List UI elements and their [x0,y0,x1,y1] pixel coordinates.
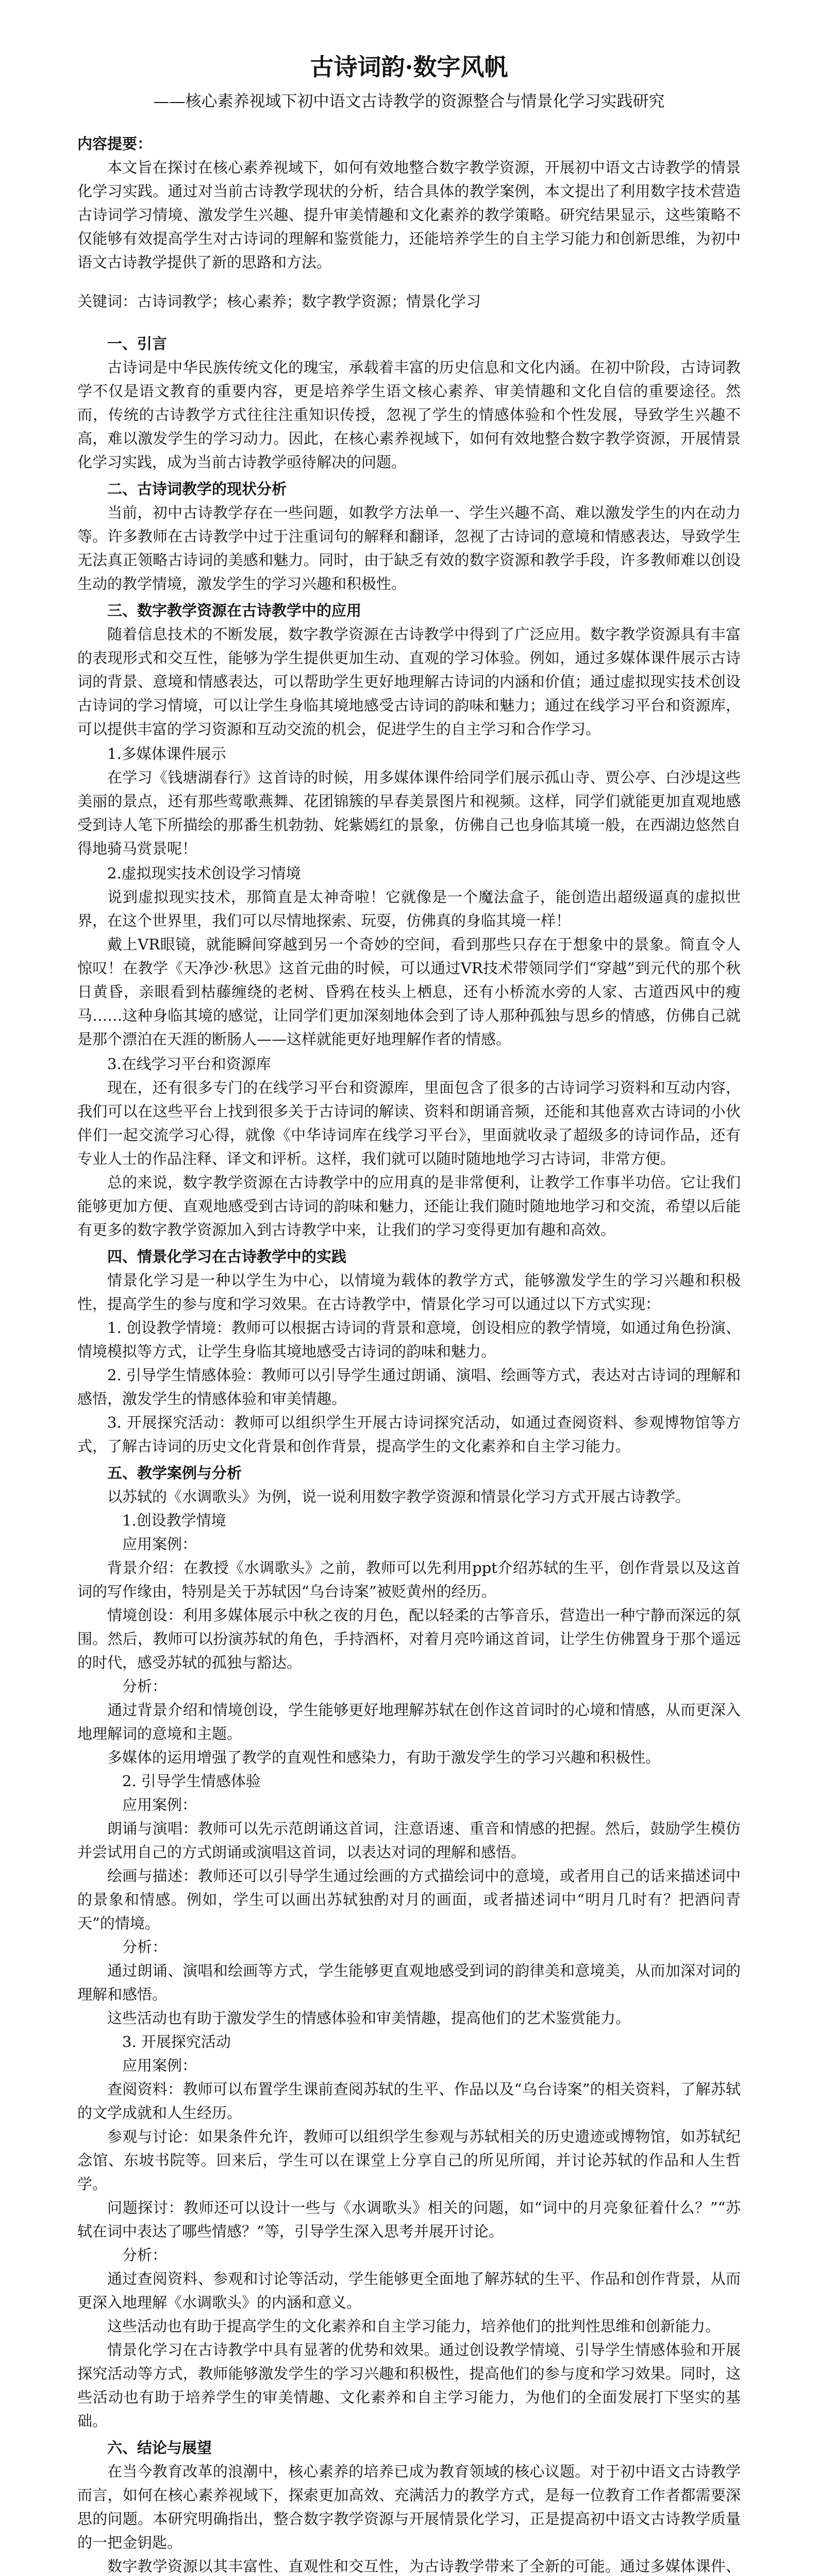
page-subtitle: ——核心素养视域下初中语文古诗教学的资源整合与情景化学习实践研究 [153,92,665,111]
paragraph: 说到虚拟现实技术，那简直是太神奇啦！它就像是一个魔法盒子，能创造出超级逼真的虚拟世界，在这个世界里，我们可以尽情地探索、玩耍，仿佛真的身临其境一样！ [77,888,741,929]
paragraph: 这些活动也有助于提高学生的文化素养和自主学习能力，培养他们的批判性思维和创新能力。 [107,2317,721,2335]
paragraph: 随着信息技术的不断发展，数字教学资源在古诗教学中得到了广泛应用。数字教学资源具有丰富的表现形式和交互性，能够为学生提供更加生动、直观的学习体验。例如，通过多媒体课件展示古诗词的背景、意境和情感表达，可以帮助学生更好地理解古诗词的内涵和价值；通过虚拟现实技术创设古诗词的学习情境，可以让学生身临其境地感受古诗词的韵味和魅力；通过在线学习平台和资源库，可以提供丰富的学习资源和互动交流的机会，促进学生的自主学习和合作学习。 [77,625,741,738]
section-heading: 五、教学案例与分析 [107,1464,242,1482]
paragraph: 2. 引导学生情感体验：教师可以引导学生通过朗诵、演唱、绘画等方式，表达对古诗词的理解和感悟，激发学生的情感体验和审美情趣。 [77,1366,741,1408]
paragraph: 数字教学资源以其丰富性、直观性和交互性，为古诗教学带来了全新的可能。通过多媒体课件、 [107,2557,741,2575]
paragraph: 以苏轼的《水调歌头》为例，说一说利用数字教学资源和情景化学习方式开展古诗教学。 [107,1488,691,1505]
paragraph: 情景化学习在古诗教学中具有显著的优势和效果。通过创设教学情境、引导学生情感体验和开展探究活动等方式，教师能够激发学生的学习兴趣和积极性，提高他们的参与度和学习效果。同时，这些活动也有助于培养学生的审美情趣、文化素养和自主学习能力，为他们的全面发展打下坚实的基础。 [77,2341,741,2430]
paragraph: 情景化学习是一种以学生为中心，以情境为载体的教学方式，能够激发学生的学习兴趣和积极性，提高学生的参与度和学习效果。在古诗教学中，情景化学习可以通过以下方式实现： [77,1272,741,1313]
subsection-heading: 3. 开展探究活动 [122,2033,231,2050]
paragraph: 现在，还有很多专门的在线学习平台和资源库，里面包含了很多的古诗词学习资料和互动内容，我们可以在这些平台上找到很多关于古诗词的解读、资料和朗诵音频，还能和其他喜欢古诗词的小伙伴们一起交流学习心得，就像《中华诗词库在线学习平台》，里面就收录了超级多的诗词作品，还有专业人士的作品注释、译文和评析。这样，我们就可以随时随地地学习古诗词，非常方便。 [77,1079,741,1167]
paragraph: 朗诵与演唱：教师可以先示范朗诵这首词，注意语速、重音和情感的把握。然后，鼓励学生模仿并尝试用自己的方式朗诵或演唱这首词，以表达对词的理解和感悟。 [77,1820,741,1861]
paragraph: 3. 开展探究活动：教师可以组织学生开展古诗词探究活动，如通过查阅资料、参观博物馆等方式，了解古诗词的历史文化背景和创作背景，提高学生的文化素养和自主学习能力。 [77,1414,741,1455]
page-title: 古诗词韵·数字风帆 [310,53,508,81]
paragraph: 当前，初中古诗教学存在一些问题，如教学方法单一、学生兴趣不高、难以激发学生的内在动力等。许多教师在古诗教学中过于注重词句的解释和翻译，忽视了古诗词的意境和情感表达，导致学生无法真正领略古诗词的美感和魅力。同时，由于缺乏有效的数字资源和教学手段，许多教师难以创设生动的教学情境，激发学生的学习兴趣和积极性。 [77,504,741,592]
subsection-heading: 2.虚拟现实技术创设学习情境 [107,865,301,882]
paragraph: 总的来说，数字教学资源在古诗教学中的应用真的是非常便利，让教学工作事半功倍。它让我们能够更加方便、直观地感受到古诗词的韵味和魅力，还能让我们随时随地地学习和交流，希望以后能有更多的数字教学资源加入到古诗教学中来，让我们的学习变得更加有趣和高效。 [77,1174,741,1239]
subsection-heading: 应用案例： [122,1535,197,1553]
paragraph: 1. 创设教学情境：教师可以根据古诗词的背景和意境，创设相应的教学情境，如通过角色扮演、情境模拟等方式，让学生身临其境地感受古诗词的韵味和魅力。 [77,1319,741,1360]
paragraph: 绘画与描述：教师还可以引导学生通过绘画的方式描绘词中的意境，或者用自己的话来描述词中的景象和情感。例如，学生可以画出苏轼独酌对月的画面，或者描述词中“明月几时有？把酒问青天”的情境。 [77,1867,741,1932]
keywords: 关键词：古诗词教学；核心素养；数字教学资源；情景化学习 [77,293,481,310]
abstract-text: 本文旨在探讨在核心素养视域下，如何有效地整合数字教学资源，开展初中语文古诗教学的情景化学习实践。通过对当前古诗教学现状的分析，结合具体的教学案例，本文提出了利用数字技术营造古诗词学习情境、激发学生兴趣、提升审美情趣和文化素养的教学策略。研究结果显示，这些策略不仅能够有效提高学生对古诗词的理解和鉴赏能力，还能培养学生的自主学习能力和创新思维，为初中语文古诗教学提供了新的思路和方法。 [77,159,741,271]
subsection-heading: 1.多媒体课件展示 [107,745,226,762]
paragraph: 在当今教育改革的浪潮中，核心素养的培养已成为教育领域的核心议题。对于初中语文古诗教学而言，如何在核心素养视域下，探索更加高效、充满活力的教学方式，是每一位教育工作者都需要深思的问题。本研究明确指出，整合数字教学资源与开展情景化学习，正是提高初中语文古诗教学质量的一把金钥匙。 [77,2463,741,2551]
paragraph: 古诗词是中华民族传统文化的瑰宝，承载着丰富的历史信息和文化内涵。在初中阶段，古诗词教学不仅是语文教育的重要内容，更是培养学生语文核心素养、审美情趣和文化自信的重要途径。然而，传统的古诗教学方式往往注重知识传授，忽视了学生的情感体验和个性发展，导致学生兴趣不高，难以激发学生的学习动力。因此，在核心素养视域下，如何有效地整合数字教学资源，开展情景化学习实践，成为当前古诗教学亟待解决的问题。 [77,359,741,471]
paragraph: 通过朗诵、演唱和绘画等方式，学生能够更直观地感受到词的韵律美和意境美，从而加深对词的理解和感悟。 [77,1962,741,2003]
paragraph: 背景介绍：在教授《水调歌头》之前，教师可以先利用ppt介绍苏轼的生平，创作背景以及这首词的写作缘由，特别是关于苏轼因“乌台诗案”被贬黄州的经历。 [77,1559,741,1600]
section-heading: 四、情景化学习在古诗教学中的实践 [107,1248,347,1265]
section-heading: 一、引言 [107,335,168,352]
subsection-heading: 2. 引导学生情感体验 [122,1772,261,1790]
subsection-heading: 1.创设教学情境 [122,1512,226,1529]
paragraph: 戴上VR眼镜，就能瞬间穿越到另一个奇妙的空间，看到那些只存在于想象中的景象。简直令人惊叹！在教学《天净沙·秋思》这首元曲的时候，可以通过VR技术带领同学们“穿越”到元代的那个秋日黄昏，亲眼看到枯藤缠绕的老树、昏鸦在枝头上栖息，还有小桥流水旁的人家、古道西风中的瘦马……这种身临其境的感觉，让同学们更加深刻地体会到了诗人那种孤独与思乡的情感，仿佛自己就是那个漂泊在天涯的断肠人——这样就能更好地理解作者的情感。 [77,936,741,1048]
paragraph: 通过背景介绍和情境创设，学生能够更好地理解苏轼在创作这首词时的心境和情感，从而更深入地理解词的意境和主题。 [77,1701,741,1742]
paragraph: 查阅资料：教师可以布置学生课前查阅苏轼的生平、作品以及“乌台诗案”的相关资料，了解苏轼的文学成就和人生经历。 [77,2080,741,2122]
abstract-label: 内容提要： [77,135,153,152]
section-heading: 六、结论与展望 [107,2439,212,2456]
paragraph: 通过查阅资料、参观和讨论等活动，学生能够更全面地了解苏轼的生平、作品和创作背景，从而更深入地理解《水调歌头》的内涵和意义。 [77,2270,741,2311]
section-heading: 三、数字教学资源在古诗教学中的应用 [107,602,362,619]
subsection-heading: 分析： [122,2246,168,2264]
subsection-heading: 3.在线学习平台和资源库 [107,1055,271,1073]
subsection-heading: 分析： [122,1677,168,1695]
body-sections [77,332,741,2576]
subsection-heading: 分析： [122,1938,168,1956]
paragraph: 参观与讨论：如果条件允许，教师可以组织学生参观与苏轼相关的历史遗迹或博物馆，如苏轼纪念馆、东坡书院等。回来后，学生可以在课堂上分享自己的所见所闻，并讨论苏轼的作品和人生哲学。 [77,2128,741,2193]
subsection-heading: 应用案例： [122,1796,197,1814]
section-heading: 二、古诗词教学的现状分析 [107,480,287,498]
paragraph: 这些活动也有助于激发学生的情感体验和审美情趣，提高他们的艺术鉴赏能力。 [107,2009,631,2027]
paragraph: 情境创设：利用多媒体展示中秋之夜的月色，配以轻柔的古筝音乐，营造出一种宁静而深远的氛围。然后，教师可以扮演苏轼的角色，手持酒杯，对着月亮吟诵这首词，让学生仿佛置身于那个遥远的时代，感受苏轼的孤独与豁达。 [77,1606,741,1671]
paragraph: 在学习《钱塘湖春行》这首诗的时候，用多媒体课件给同学们展示孤山寺、贾公亭、白沙堤这些美丽的景点，还有那些莺歌燕舞、花团锦簇的早春美景图片和视频。这样，同学们就能更加直观地感受到诗人笔下所描绘的那番生机勃勃、姹紫嫣红的景象，仿佛自己也身临其境一般，在西湖边悠然自得地骑马赏景呢！ [77,769,741,857]
subsection-heading: 应用案例： [122,2057,197,2074]
paragraph: 多媒体的运用增强了教学的直观性和感染力，有助于激发学生的学习兴趣和积极性。 [107,1749,661,1766]
paragraph: 问题探讨：教师还可以设计一些与《水调歌头》相关的问题，如“词中的月亮象征着什么？”“苏轼在词中表达了哪些情感？”等，引导学生深入思考并展开讨论。 [77,2199,741,2240]
